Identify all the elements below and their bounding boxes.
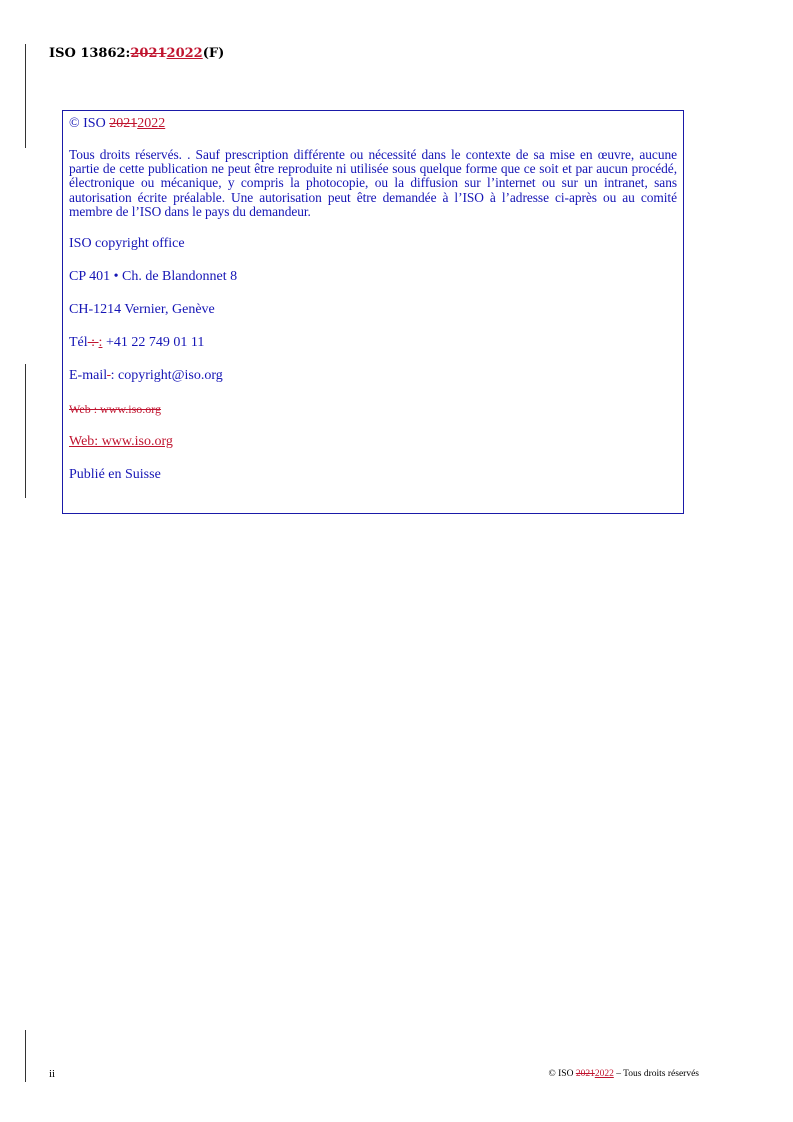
footer-rights-suffix: – Tous droits réservés [613,1069,699,1079]
page-number: ii [49,1068,56,1080]
address-line-2: CH-1214 Vernier, Genève [69,302,215,318]
header-year-deleted: 2021 [130,46,167,61]
telephone-line [69,335,677,351]
change-bar-middle [25,364,26,498]
tel-number: +41 22 749 01 11 [102,335,205,351]
email-rest: : copyright@iso.org [110,368,223,384]
change-bar-top [25,44,26,148]
document-header [49,46,224,61]
web-line-deleted [69,401,677,417]
copyright-box [62,110,684,514]
tel-inserted: : [98,335,103,351]
box-copyright-line [69,116,677,132]
footer-copyright-prefix: © ISO [548,1069,576,1079]
change-bar-bottom [25,1030,26,1082]
header-prefix: ISO 13862: [49,46,131,61]
tel-deleted: : [87,335,99,351]
footer-year-inserted: 2022 [594,1069,614,1079]
box-year-deleted: 2021 [109,116,138,131]
copyright-office: ISO copyright office [69,236,185,252]
web-new: Web: www.iso.org [69,434,173,450]
box-year-inserted: 2022 [137,116,166,131]
email-label: E-mail [69,368,108,384]
published-line: Publié en Suisse [69,467,161,483]
box-copyright-prefix: © ISO [69,116,110,131]
header-suffix: (F) [202,46,225,61]
footer-copyright [549,1069,699,1079]
web-old: Web : www.iso.org [69,402,162,417]
rights-paragraph: Tous droits réservés. . Sauf prescription différente ou nécessité dans le contexte de sa mise en œuvre, aucune partie de cette publication ne peut être reproduite ni utilisée sous quelque forme que ce soit et par aucun procédé, électronique ou mécanique, y compris la photocopie, ou la diffusion sur l’internet ou sur un intranet, sans autorisation écrite préalable. Une autorisation peut être demandée à l’ISO à l’adresse ci-après ou au comité membre de l’ISO dans le pays du demandeur. [69,147,677,219]
header-year-inserted: 2022 [166,46,203,61]
web-line-inserted [69,434,677,450]
address-line-1: CP 401 • Ch. de Blandonnet 8 [69,269,238,285]
email-line [69,368,677,384]
tel-label: Tél [69,335,88,351]
footer-year-deleted: 2021 [575,1069,595,1079]
